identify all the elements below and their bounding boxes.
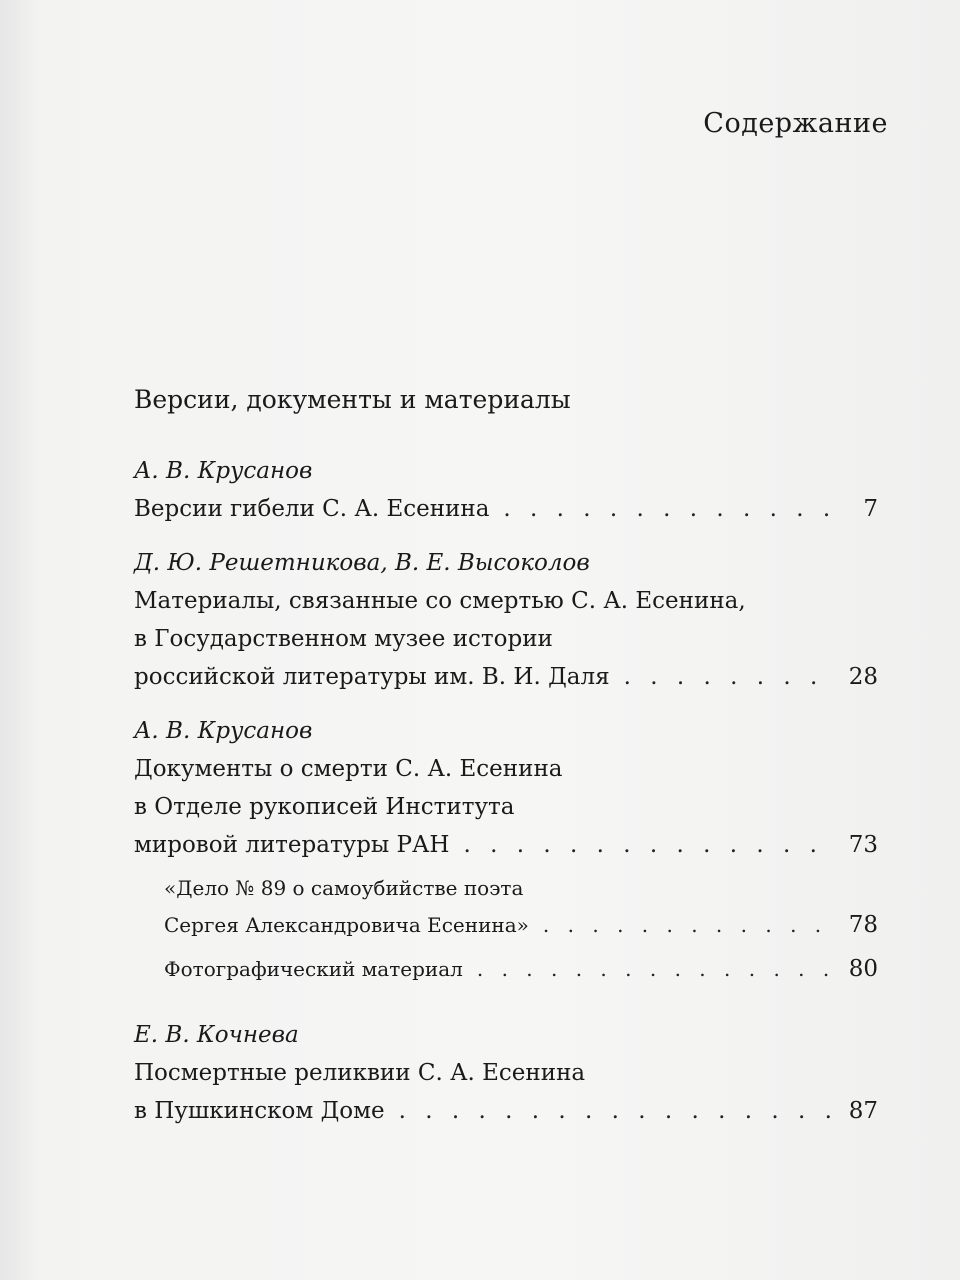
leader-dots — [477, 950, 834, 988]
entry-page-number: 7 — [863, 496, 878, 522]
entry-title: Фотографический материал — [164, 957, 463, 981]
entry-title-line: в Отделе рукописей Института — [134, 794, 515, 820]
entry-title: российской литературы им. В. И. Даля — [134, 664, 610, 690]
entry-page-number: 87 — [848, 1098, 878, 1124]
entry-page-number: 80 — [848, 956, 878, 982]
entry-title-line: Посмертные реликвии С. А. Есенина — [134, 1060, 586, 1086]
toc-subentry-case-89 — [164, 870, 878, 950]
toc-subentries — [134, 870, 878, 994]
table-of-contents — [134, 452, 878, 1136]
entry-title-line[interactable] — [134, 1092, 878, 1136]
leader-dots — [399, 1092, 834, 1130]
entry-title-line: Материалы, связанные со смертью С. А. Есенина, — [134, 588, 746, 614]
entry-title-line: «Дело № 89 о самоубийстве поэта — [164, 876, 524, 900]
entry-title-line[interactable] — [164, 906, 878, 950]
toc-entry-reshetnikova-materials — [134, 544, 878, 702]
leader-dots — [543, 906, 834, 944]
entry-title: Сергея Александровича Есенина» — [164, 913, 529, 937]
toc-entry-kochneva-relics — [134, 1016, 878, 1136]
entry-title-line[interactable] — [134, 490, 878, 534]
toc-entry-krusanov-versions — [134, 452, 878, 534]
entry-title: в Пушкинском Доме — [134, 1098, 385, 1124]
entry-title-line: Документы о смерти С. А. Есенина — [134, 756, 563, 782]
entry-author: Д. Ю. Решетникова, В. Е. Высоколов — [134, 550, 590, 576]
entry-title-line: в Государственном музее истории — [134, 626, 553, 652]
entry-title: мировой литературы РАН — [134, 832, 450, 858]
section-title: Версии, документы и материалы — [134, 385, 571, 414]
toc-subentry-photo-material — [164, 950, 878, 994]
entry-page-number: 28 — [848, 664, 878, 690]
entry-title-line[interactable] — [134, 658, 878, 702]
page-title: Содержание — [703, 108, 888, 139]
entry-page-number: 78 — [848, 912, 878, 938]
entry-author: А. В. Крусанов — [134, 718, 313, 744]
leader-dots — [464, 826, 835, 864]
entry-title-line[interactable] — [164, 950, 878, 994]
toc-entry-krusanov-documents — [134, 712, 878, 870]
leader-dots — [624, 658, 834, 696]
entry-title-line[interactable] — [134, 826, 878, 870]
entry-author: А. В. Крусанов — [134, 458, 313, 484]
entry-title: Версии гибели С. А. Есенина — [134, 496, 490, 522]
leader-dots — [503, 490, 834, 528]
entry-page-number: 73 — [848, 832, 878, 858]
entry-author: Е. В. Кочнева — [134, 1022, 299, 1048]
